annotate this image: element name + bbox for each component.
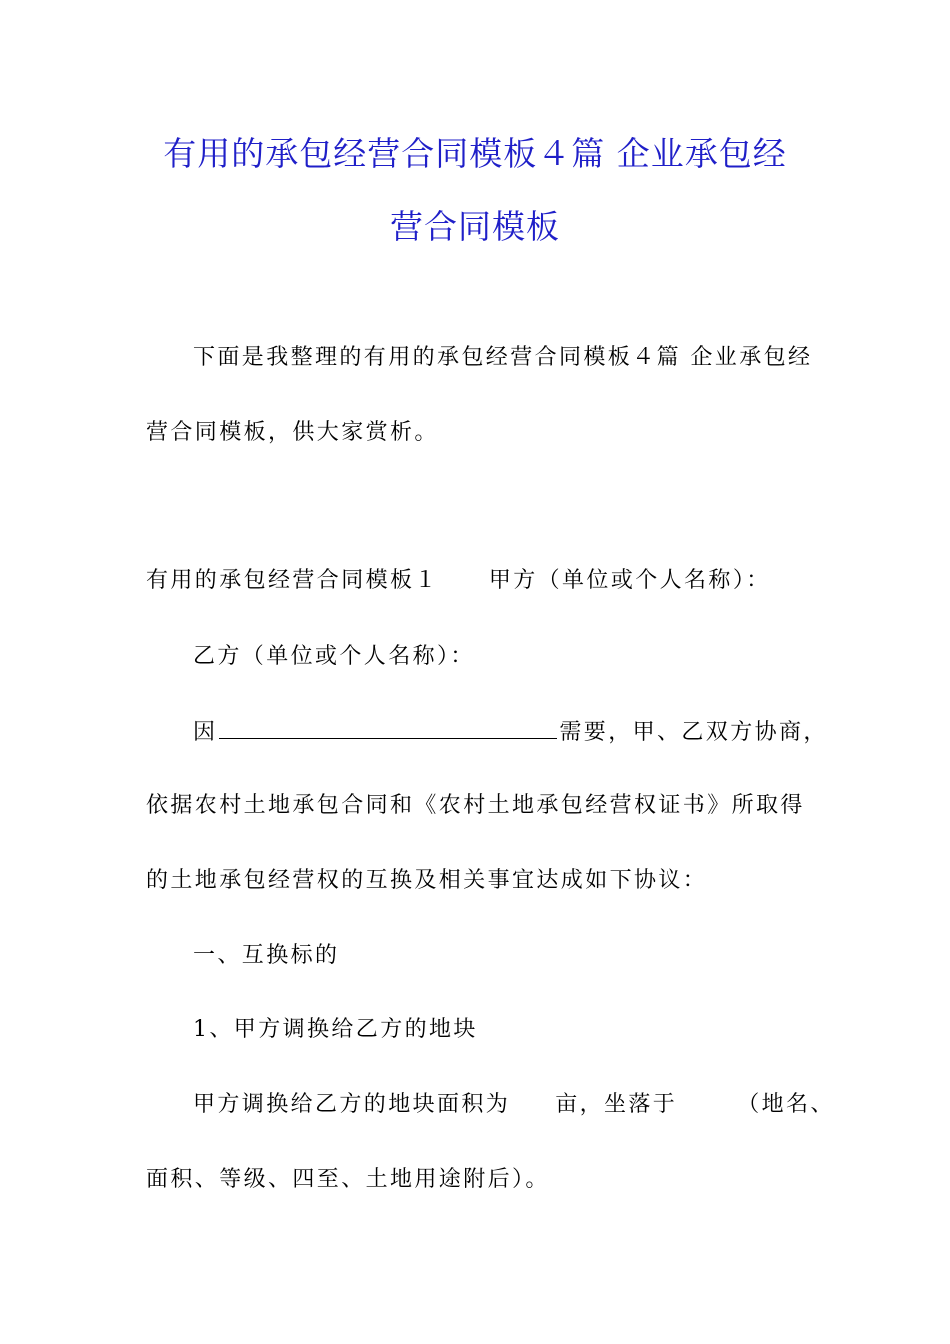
reason-row [193, 716, 828, 748]
area-suffix: （地名、 [737, 1092, 835, 1117]
party-a-label: 甲方（单位或个人名称）： [488, 568, 771, 593]
contract1-heading: 有用的承包经营合同模板１ [146, 568, 439, 593]
document-title-line2: 营合同模板 [390, 207, 560, 246]
section1-heading: 一、互换标的 [193, 943, 340, 968]
intro-line1: 下面是我整理的有用的承包经营合同模板４篇 企业承包经 [193, 345, 813, 370]
basis-line1: 依据农村土地承包合同和《农村土地承包经营权证书》所取得 [146, 793, 805, 818]
party-b-label: 乙方（单位或个人名称）： [193, 644, 475, 669]
contract1-heading-row [146, 566, 771, 596]
area-row [193, 1090, 835, 1120]
reason-blank-field [219, 716, 557, 739]
basis-line2: 的土地承包经营权的互换及相关事宜达成如下协议： [146, 868, 708, 893]
area-line2: 面积、等级、四至、土地用途附后）。 [146, 1167, 550, 1192]
intro-line2: 营合同模板，供大家赏析。 [146, 420, 439, 445]
document-title-line1: 有用的承包经营合同模板４篇 企业承包经 [163, 134, 787, 173]
area-prefix: 甲方调换给乙方的地块面积为 [193, 1092, 511, 1117]
item1-heading: 1、甲方调换给乙方的地块 [193, 1017, 478, 1042]
reason-prefix: 因 [193, 720, 218, 745]
reason-suffix: 需要，甲、乙双方协商， [559, 720, 828, 745]
area-mid: 亩，坐落于 [555, 1092, 678, 1117]
